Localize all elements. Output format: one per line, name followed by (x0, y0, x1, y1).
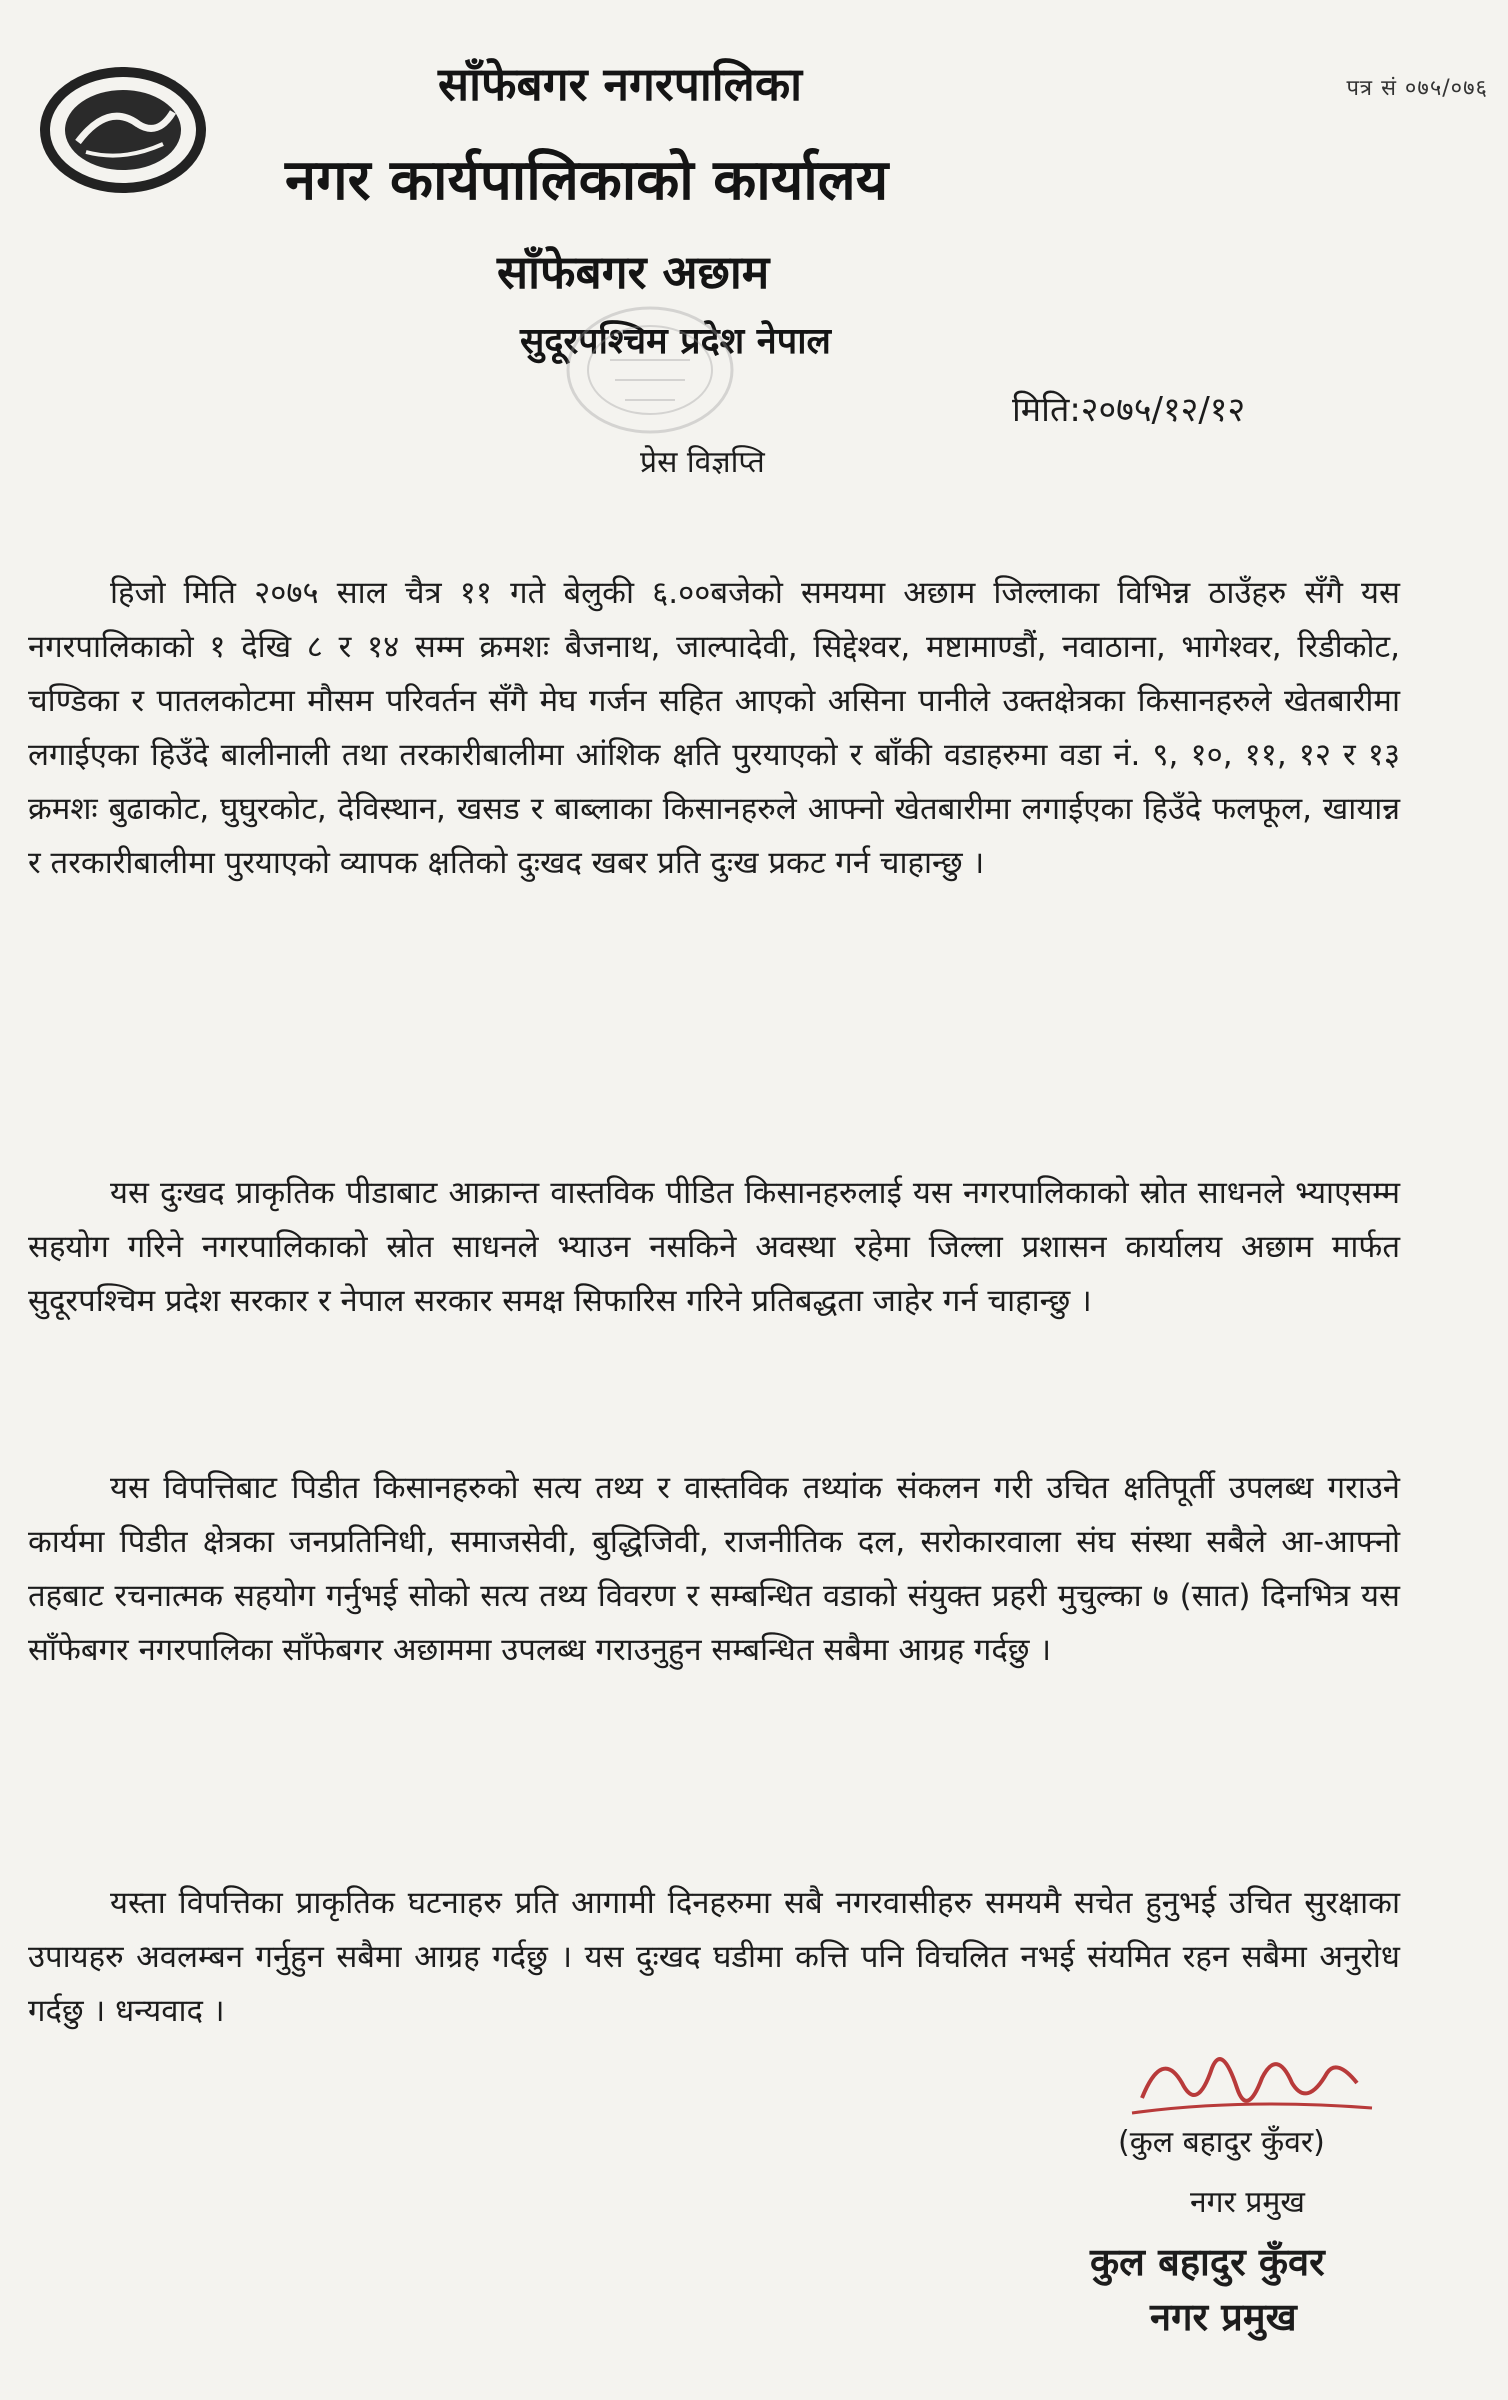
municipality-emblem-icon (38, 62, 208, 197)
signatory-title: नगर प्रमुख (1150, 2295, 1297, 2339)
issue-date: मिति:२०७५/१२/१२ (1012, 390, 1246, 430)
paragraph-2: यस दुःखद प्राकृतिक पीडाबाट आक्रान्त वास्तविक पीडित किसानहरुलाई यस नगरपालिकाको स्रोत साधनले भ्याएसम्म सहयोग गरिने नगरपालिकाको स्रोत साधनले भ्याउन नसकिने अवस्था रहेमा जिल्ला प्रशासन कार्यालय अछाम मार्फत सुदूरपश्चिम प्रदेश सरकार र नेपाल सरकार समक्ष सिफारिस गरिने प्रतिबद्धता जाहेर गर्न चाहान्छु । (28, 1175, 1400, 1319)
paragraph-3: यस विपत्तिबाट पिडीत किसानहरुको सत्य तथ्य र वास्तविक तथ्यांक संकलन गरी उचित क्षतिपूर्ती उपलब्ध गराउने कार्यमा पिडीत क्षेत्रका जनप्रतिनिधी, समाजसेवी, बुद्धिजिवी, राजनीतिक दल, सरोकारवाला संघ संस्था सबैले आ-आफ्नो तहबाट रचनात्मक सहयोग गर्नुभई सोको सत्य तथ्य विवरण र सम्बन्धित वडाको संयुक्त प्रहरी मुचुल्का ७ (सात) दिनभित्र यस साँफेबगर नगरपालिका साँफेबगर अछाममा उपलब्ध गराउनुहुन सम्बन्धित सबैमा आग्रह गर्दछु । (28, 1470, 1400, 1668)
signatory-title-small: नगर प्रमुख (1190, 2185, 1305, 2220)
office-title: नगर कार्यपालिकाको कार्यालय (285, 148, 889, 213)
province-name: सुदूरपश्चिम प्रदेश नेपाल (520, 321, 831, 362)
reference-number: पत्र सं ०७५/०७६ (1346, 76, 1488, 101)
paragraph-4: यस्ता विपत्तिका प्राकृतिक घटनाहरु प्रति आगामी दिनहरुमा सबै नगरवासीहरु समयमै सचेत हुनुभई उचित सुरक्षाका उपायहरु अवलम्बन गर्नुहुन सबैमा आग्रह गर्दछु । यस दुःखद घडीमा कत्ति पनि विचलित नभई संयमित रहन सबैमा अनुरोध गर्दछु । धन्यवाद । (28, 1885, 1400, 2029)
signatory-name: कुल बहादुर कुँवर (1090, 2240, 1325, 2284)
document-subject: प्रेस विज्ञप्ति (640, 445, 765, 480)
municipality-name: साँफेबगर नगरपालिका (438, 57, 803, 111)
paragraph-1: हिजो मिति २०७५ साल चैत्र ११ गते बेलुकी ६.००बजेको समयमा अछाम जिल्लाका विभिन्न ठाउँहरु सँगै यस नगरपालिकाको १ देखि ८ र १४ सम्म क्रमशः बैजनाथ, जाल्पादेवी, सिद्देश्वर, मष्टामाण्डौं, नवाठाना, भागेश्वर, रिडीकोट, चण्डिका र पातलकोटमा मौसम परिवर्तन सँगै मेघ गर्जन सहित आएको असिना पानीले उक्तक्षेत्रका किसानहरुले खेतबारीमा लगाईएका हिउँदे बालीनाली तथा तरकारीबालीमा आंशिक क्षति पुरयाएको र बाँकी वडाहरुमा वडा नं. ९, १०, ११, १२ र १३ क्रमशः बुढाकोट, घुघुरकोट, देविस्थान, खसड र बाब्लाका किसानहरुले आफ्नो खेतबारीमा लगाईएका हिउँदे फलफूल, खायान्न र तरकारीबालीमा पुरयाएको व्यापक क्षतिको दुःखद खबर प्रति दुःख प्रकट गर्न चाहान्छु । (28, 575, 1400, 881)
signatory-name-bracketed: (कुल बहादुर कुँवर) (1118, 2125, 1325, 2160)
office-location: साँफेबगर अछाम (497, 245, 770, 299)
office-seal-icon (560, 300, 740, 440)
